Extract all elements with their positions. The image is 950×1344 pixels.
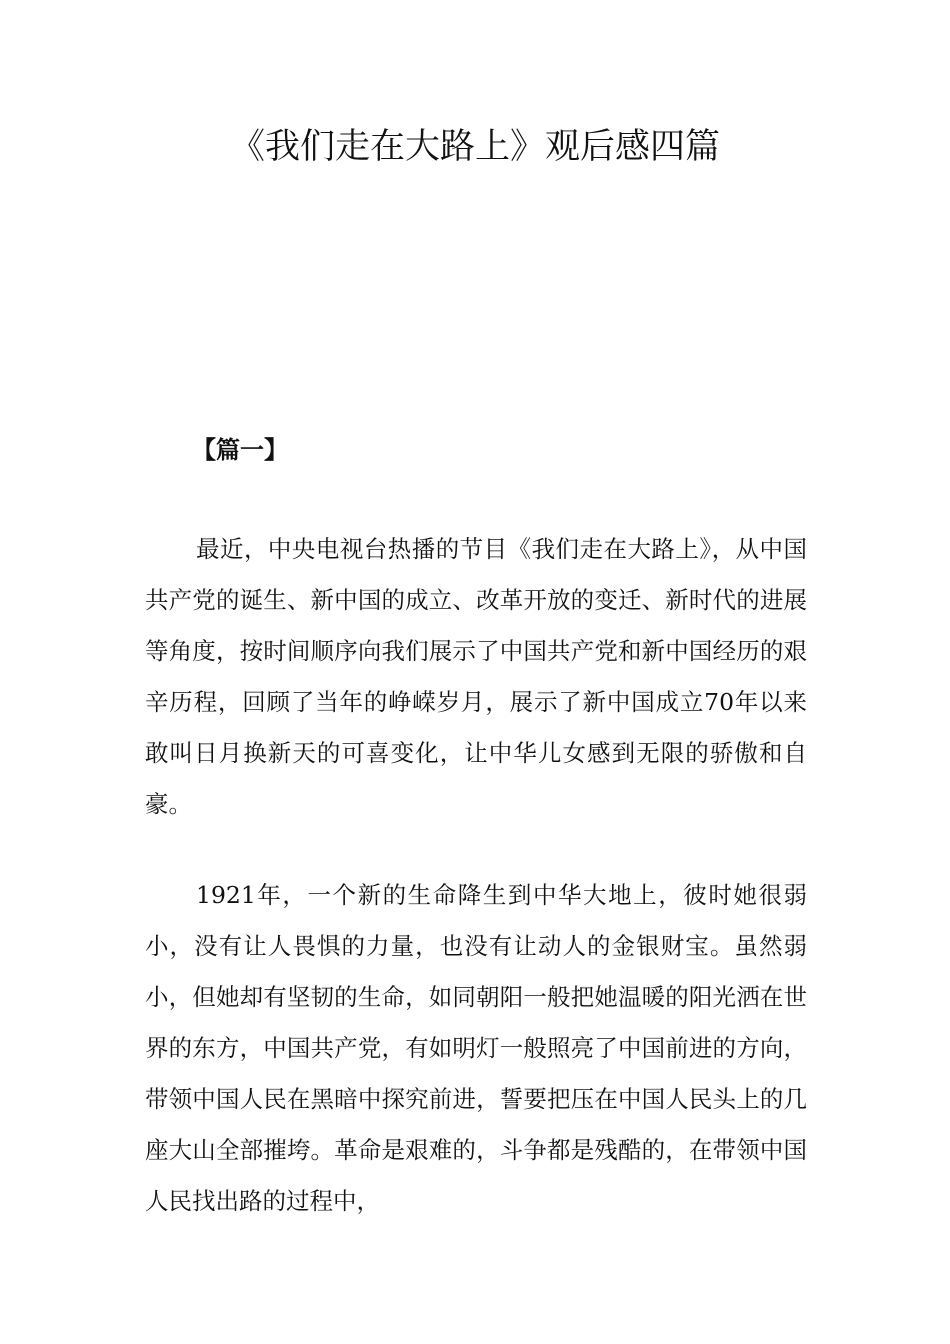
body-paragraph: 最近，中央电视台热播的节目《我们走在大路上》，从中国共产党的诞生、新中国的成立、改革开放的变迁、新时代的进展等角度，按时间顺序向我们展示了中国共产党和新中国经历的艰辛历程，回顾了当年的峥嵘岁月，展示了新中国成立70年以来敢叫日月换新天的可喜变化，让中华儿女感到无限的骄傲和自豪。 bbox=[145, 535, 807, 818]
document-title: 《我们走在大路上》观后感四篇 bbox=[229, 127, 720, 167]
body-paragraph: 1921年，一个新的生命降生到中华大地上，彼时她很弱小，没有让人畏惧的力量，也没有让动人的金银财宝。虽然弱小，但她却有坚韧的生命，如同朝阳一般把她温暖的阳光洒在世界的东方，中国共产党，有如明灯一般照亮了中国前进的方向，带领中国人民在黑暗中探究前进，誓要把压在中国人民头上的几座大山全部摧垮。革命是艰难的，斗争都是残酷的，在带领中国人民找出路的过程中， bbox=[145, 881, 807, 1215]
section-label: 【篇一】 bbox=[192, 435, 288, 464]
